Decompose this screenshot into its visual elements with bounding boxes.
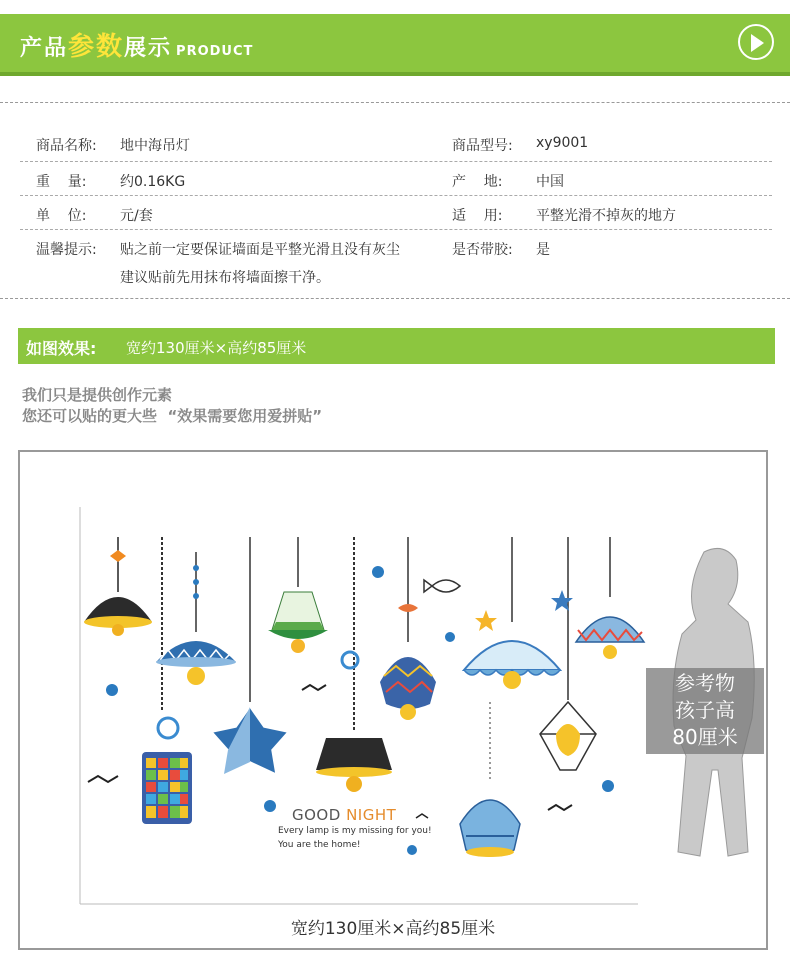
product-illustration: [18, 450, 768, 950]
model-value: xy9001: [536, 135, 589, 151]
unit-value: 元/套: [120, 208, 153, 224]
next-arrow-icon[interactable]: [738, 24, 774, 60]
tip-label: 温馨提示:: [36, 242, 97, 258]
banner-title-part2: 展示: [124, 36, 173, 61]
good-night-text: [292, 806, 396, 824]
name-label: 商品名称:: [36, 138, 97, 154]
weight-value: 约0.16KG: [120, 174, 186, 190]
info-row-unit: [20, 196, 772, 230]
banner-title-highlight: 参数: [68, 32, 125, 62]
reference-line1: 参考物: [675, 671, 735, 695]
reference-line2: 孩子高: [675, 698, 735, 722]
info-row-tip: [20, 230, 772, 292]
tip-value-line2: 建议贴前先用抹布将墙面擦干净。: [120, 270, 330, 286]
divider: [0, 102, 790, 103]
divider: [0, 298, 790, 299]
name-value: 地中海吊灯: [120, 138, 190, 154]
unit-label: 单 位:: [36, 208, 87, 224]
reference-line3: 80厘米: [672, 725, 738, 749]
banner-title: [20, 26, 253, 63]
glue-label: 是否带胶:: [452, 242, 513, 258]
header-banner: [0, 14, 790, 72]
effect-label: 如图效果:: [26, 339, 97, 358]
reference-label: [646, 668, 764, 754]
effect-section-header: [18, 328, 775, 364]
tip-value-line1: 贴之前一定要保证墙面是平整光滑且没有灰尘: [120, 242, 400, 258]
origin-label: 产 地:: [452, 174, 503, 190]
glue-value: 是: [536, 242, 550, 258]
info-row-name: [20, 126, 772, 162]
note-line1: 我们只是提供创作元素: [22, 386, 173, 404]
subtitle-line2: You are the home!: [278, 840, 361, 850]
good-night-word2: NIGHT: [346, 806, 397, 824]
info-row-weight: [20, 162, 772, 196]
use-label: 适 用:: [452, 208, 503, 224]
origin-value: 中国: [536, 174, 564, 190]
note-line2: 您还可以贴的更大些 “效果需要您用爱拼贴”: [22, 407, 323, 425]
weight-label: 重 量:: [36, 174, 87, 190]
banner-title-en: PRODUCT: [176, 44, 254, 59]
good-night-word1: GOOD: [292, 806, 347, 824]
effect-value: 宽约130厘米×高约85厘米: [126, 339, 307, 357]
subtitle-line1: Every lamp is my missing for you!: [278, 826, 432, 836]
size-caption: 宽约130厘米×高约85厘米: [290, 919, 496, 939]
model-label: 商品型号:: [452, 138, 513, 154]
banner-title-part1: 产品: [20, 36, 69, 61]
use-value: 平整光滑不掉灰的地方: [536, 208, 676, 224]
